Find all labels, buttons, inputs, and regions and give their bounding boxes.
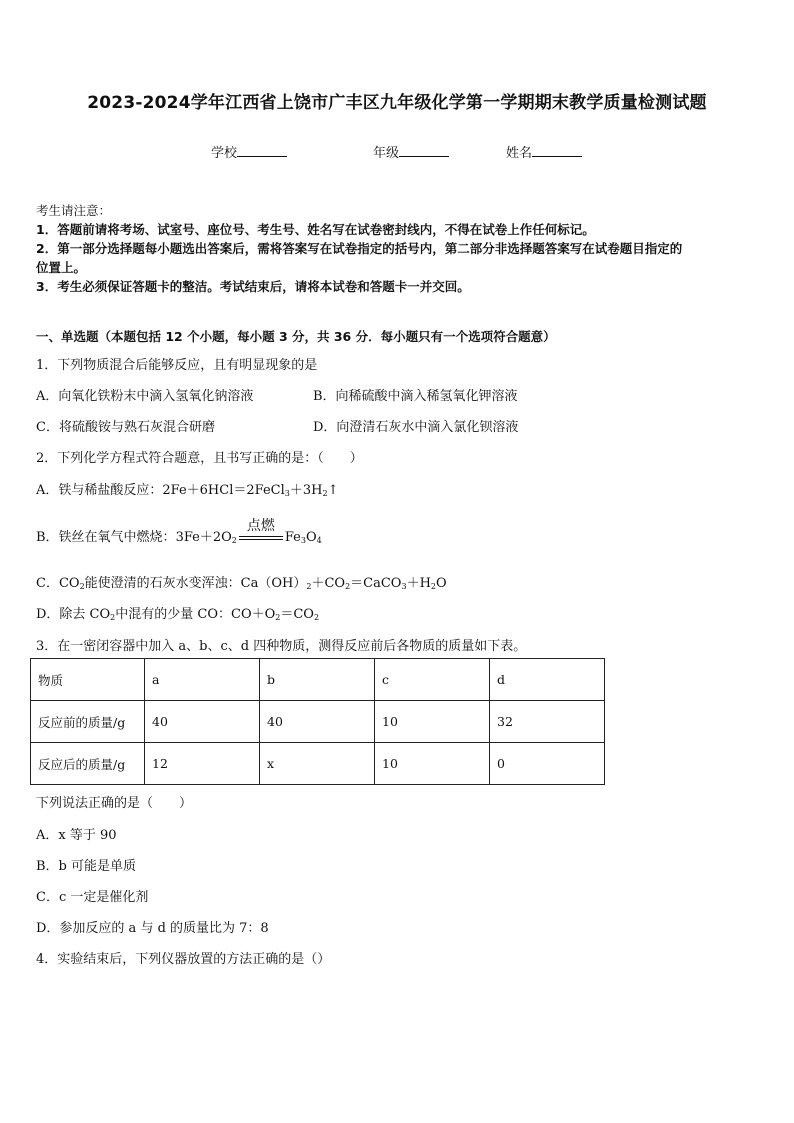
q2-option-a: A．铁与稀盐酸反应：$2Fe+6HCl=2FeCl_3+3H_2↑$ [36,483,339,498]
notice-item-2-cont: 位置上。 [36,260,87,275]
q3-option-c: C．c 一定是催化剂 [36,890,149,905]
reaction-condition: 点燃 [239,531,283,545]
notice-item-2: 2．第一部分选择题每小题选出答案后，需将答案写在试卷指定的括号内，第二部分非选择题答案写在试卷题目指定的 [36,241,683,256]
notice-heading: 考生请注意： [36,203,112,218]
table-cell: 0 [490,743,605,785]
q3-stem: 3．在一密闭容器中加入 a、b、c、d 四种物质，测得反应前后各物质的质量如下表。 [36,639,527,654]
q1-option-a: A．向氧化铁粉末中滴入氢氧化钠溶液 [36,389,254,404]
name-field [506,142,582,161]
table-cell: 40 [145,701,260,743]
table-cell: 物质 [31,659,145,701]
table-row [31,701,605,743]
section-heading: 一、单选题（本题包括 12 个小题，每小题 3 分，共 36 分．每小题只有一个选项符合题意） [36,329,556,344]
q1-stem: 1．下列物质混合后能够反应，且有明显现象的是 [36,358,318,373]
q4-stem: 4．实验结束后，下列仪器放置的方法正确的是（） [36,952,331,967]
q2-option-d: D．除去 $CO_2$中混有的少量 CO：$CO+O_2=CO_2$ [36,607,320,622]
q3-option-a: A．x 等于 90 [36,828,117,843]
q1-option-c: C．将硫酸铵与熟石灰混合研磨 [36,420,215,435]
grade-label: 年级 [373,146,400,161]
table-cell: 反应前的质量/g [31,701,145,743]
q1-option-b: B．向稀硫酸中滴入稀氢氧化钾溶液 [313,389,518,404]
table-cell: 32 [490,701,605,743]
table-cell: 反应后的质量/g [31,743,145,785]
notice-item-3: 3．考生必须保证答题卡的整洁。考试结束后，请将本试卷和答题卡一并交回。 [36,279,470,294]
table-cell: 40 [260,701,375,743]
grade-blank [399,144,449,157]
notice-block [36,201,766,296]
table-cell: 10 [375,743,490,785]
table-cell: a [145,659,260,701]
name-label: 姓名 [506,146,533,161]
mass-table [30,658,605,785]
q3-follow: 下列说法正确的是（ ） [36,796,193,811]
name-blank [532,144,582,157]
table-cell: c [375,659,490,701]
table-row [31,743,605,785]
page-title: 2023-2024学年江西省上饶市广丰区九年级化学第一学期期末教学质量检测试题 [87,93,707,113]
q2-stem: 2．下列化学方程式符合题意，且书写正确的是：（ ） [36,451,363,466]
school-label: 学校 [211,146,238,161]
school-blank [237,144,287,157]
grade-field [373,142,449,161]
table-cell: x [260,743,375,785]
q3-option-d: D．参加反应的 a 与 d 的质量比为 7：8 [36,921,269,936]
q2-option-c: C．$CO_2$能使澄清的石灰水变浑浊：$Ca(OH)_2+CO_2=CaCO_3+H_2O$ [36,576,447,591]
table-cell: d [490,659,605,701]
table-row [31,659,605,701]
school-field [211,142,287,161]
table-cell: 10 [375,701,490,743]
table-cell: 12 [145,743,260,785]
q1-option-d: D．向澄清石灰水中滴入氯化钡溶液 [313,420,519,435]
notice-item-1: 1．答题前请将考场、试室号、座位号、考生号、姓名写在试卷密封线内，不得在试卷上作任何标记。 [36,222,595,237]
q3-option-b: B．b 可能是单质 [36,859,137,874]
table-cell: b [260,659,375,701]
q2-option-b: B．铁丝在氧气中燃烧：$3Fe+2O_2$ 点燃 $Fe_3O_4$ [36,517,322,545]
